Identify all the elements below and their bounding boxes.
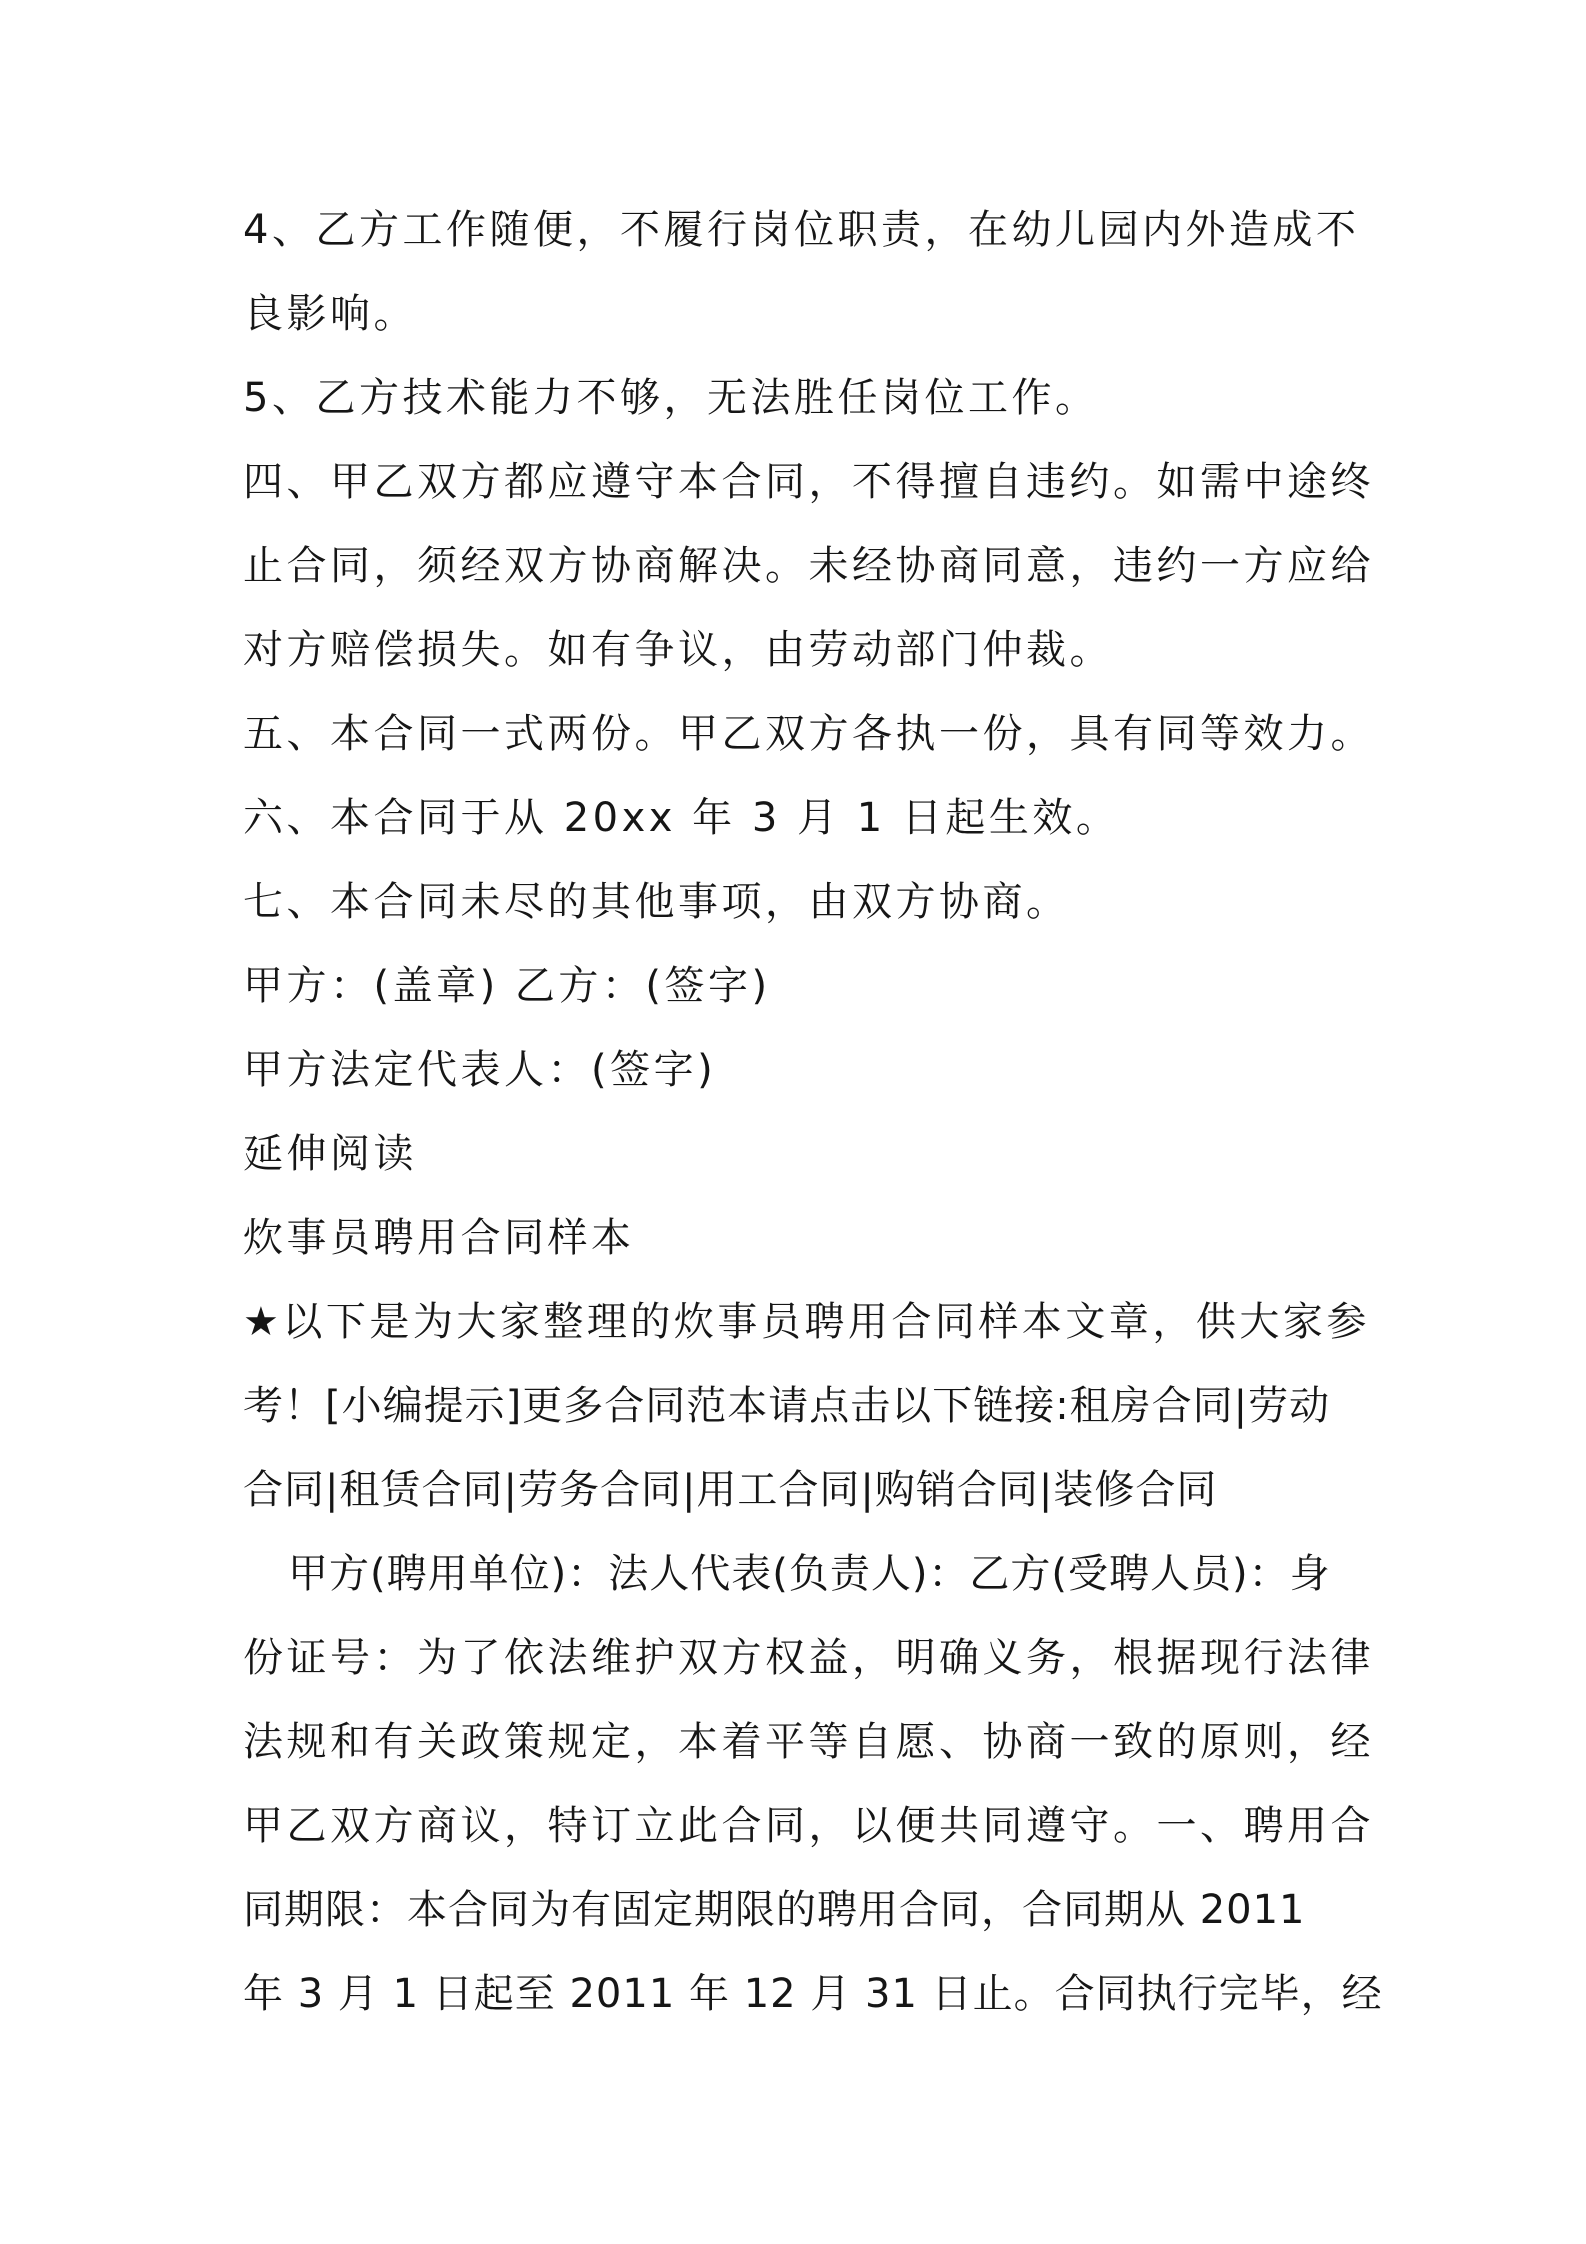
paragraph-line: 法规和有关政策规定，本着平等自愿、协商一致的原则，经 (243, 1719, 1374, 1765)
paragraph-line: 年 3 月 1 日起至 2011 年 12 月 31 日止。合同执行完毕，经 (243, 1971, 1383, 2017)
paragraph-line: 份证号：为了依法维护双方权益，明确义务，根据现行法律 (243, 1635, 1374, 1681)
paragraph-line: 5、乙方技术能力不够，无法胜任岗位工作。 (243, 375, 1099, 421)
paragraph-line: 合同|租赁合同|劳务合同|用工合同|购销合同|装修合同 (243, 1467, 1218, 1513)
paragraph-line: 六、本合同于从 20xx 年 3 月 1 日起生效。 (243, 795, 1120, 841)
paragraph-line: 4、乙方工作随便，不履行岗位职责，在幼儿园内外造成不 (243, 207, 1360, 253)
paragraph-line: 甲乙双方商议，特订立此合同，以便共同遵守。一、聘用合 (243, 1803, 1374, 1849)
signature-line: 甲方法定代表人：(签字) (243, 1047, 717, 1093)
paragraph-line: 同期限：本合同为有固定期限的聘用合同，合同期从 2011 (243, 1887, 1306, 1933)
article-title: 炊事员聘用合同样本 (243, 1215, 635, 1261)
paragraph-line: 甲方(聘用单位)：法人代表(负责人)：乙方(受聘人员)：身 (288, 1551, 1331, 1597)
paragraph-line: 考！[小编提示]更多合同范本请点击以下链接:租房合同|劳动 (243, 1383, 1331, 1429)
paragraph-line: 四、甲乙双方都应遵守本合同，不得擅自违约。如需中途终 (243, 459, 1374, 505)
paragraph-line: 良影响。 (243, 291, 417, 337)
paragraph-line: 止合同，须经双方协商解决。未经协商同意，违约一方应给 (243, 543, 1374, 589)
section-heading: 延伸阅读 (243, 1131, 417, 1177)
paragraph-line: 对方赔偿损失。如有争议，由劳动部门仲裁。 (243, 627, 1113, 673)
paragraph-line: 五、本合同一式两份。甲乙双方各执一份，具有同等效力。 (243, 711, 1374, 757)
document-body (243, 188, 1383, 2036)
paragraph-line: 七、本合同未尽的其他事项，由双方协商。 (243, 879, 1070, 925)
signature-line: 甲方：(盖章) 乙方：(签字) (243, 963, 771, 1009)
paragraph-line: ★以下是为大家整理的炊事员聘用合同样本文章，供大家参 (243, 1299, 1370, 1345)
